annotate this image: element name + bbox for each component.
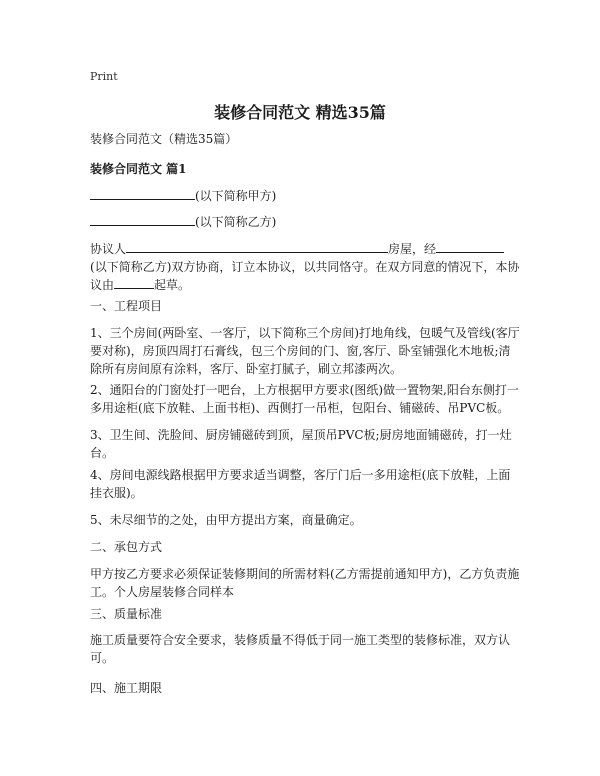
section-heading: 装修合同范文 篇1 xyxy=(90,162,187,176)
agreement-part-5: 起草。 xyxy=(154,278,191,292)
section-3-body: 施工质量要符合安全要求，装修质量不得低于同一施工类型的装修标准，双方认可。 xyxy=(90,633,511,665)
item-2: 2、通阳台的门窗处打一吧台，上方根据甲方要求(图纸)做一置物架,阳台东侧打一多用途柜(底下放鞋、上面书柜)、西侧打一吊柜，包阳台、铺磁砖、吊PVC板。 xyxy=(90,383,519,415)
document-title: 装修合同范文 精选35篇 xyxy=(214,103,386,122)
agreement-blank-3 xyxy=(114,276,154,289)
agreement-part-4: 以下简称乙方)双方协商，订立本协议，以共同恪守。在双方同意的情况下，本协议由 xyxy=(90,260,520,292)
item-5: 5、未尽细节的之处，由甲方提出方案，商量确定。 xyxy=(90,513,362,527)
section-2-title: 二、承包方式 xyxy=(90,540,163,554)
item-3: 3、卫生间、洗脸间、厨房铺磁砖到顶，屋顶吊PVC板;厨房地面铺磁砖，打一灶台。 xyxy=(90,428,512,460)
section-2-body: 甲方按乙方要求必须保证装修期间的所需材料(乙方需提前通知甲方)，乙方负责施工。个人房屋装修合同样本 xyxy=(90,567,520,599)
agreement-blank-1 xyxy=(126,240,388,253)
agreement-part-3: ( xyxy=(90,260,95,274)
section-1-title: 一、工程项目 xyxy=(90,299,163,313)
agreement-part-2: 房屋，经 xyxy=(388,242,437,256)
section-4-title: 四、施工期限 xyxy=(90,681,163,695)
party-a-blank xyxy=(90,187,195,200)
agreement-blank-2 xyxy=(436,240,504,253)
party-a-suffix: (以下简称甲方) xyxy=(195,189,277,203)
agreement-part-1: 协议人 xyxy=(90,242,127,256)
section-3-title: 三、质量标准 xyxy=(90,607,163,621)
party-a-line xyxy=(90,187,520,205)
party-b-blank xyxy=(90,213,195,226)
agreement-paragraph xyxy=(90,240,520,294)
party-b-suffix: (以下简称乙方) xyxy=(195,215,277,229)
document-subtitle: 装修合同范文（精选35篇） xyxy=(90,132,238,146)
print-label: Print xyxy=(90,70,118,83)
item-4: 4、房间电源线路根据甲方要求适当调整，客厅门后一多用途柜(底下放鞋，上面挂衣服)。 xyxy=(90,468,511,500)
party-b-line xyxy=(90,213,520,231)
item-1: 1、三个房间(两卧室、一客厅，以下简称三个房间)打地角线，包暖气及管线(客厅要对称)，房顶四周打石膏线，包三个房间的门、窗,客厅、卧室铺强化木地板;清除所有房间原有涂料，客厅、卧室打腻子，刷立邦漆两次。 xyxy=(90,326,520,376)
